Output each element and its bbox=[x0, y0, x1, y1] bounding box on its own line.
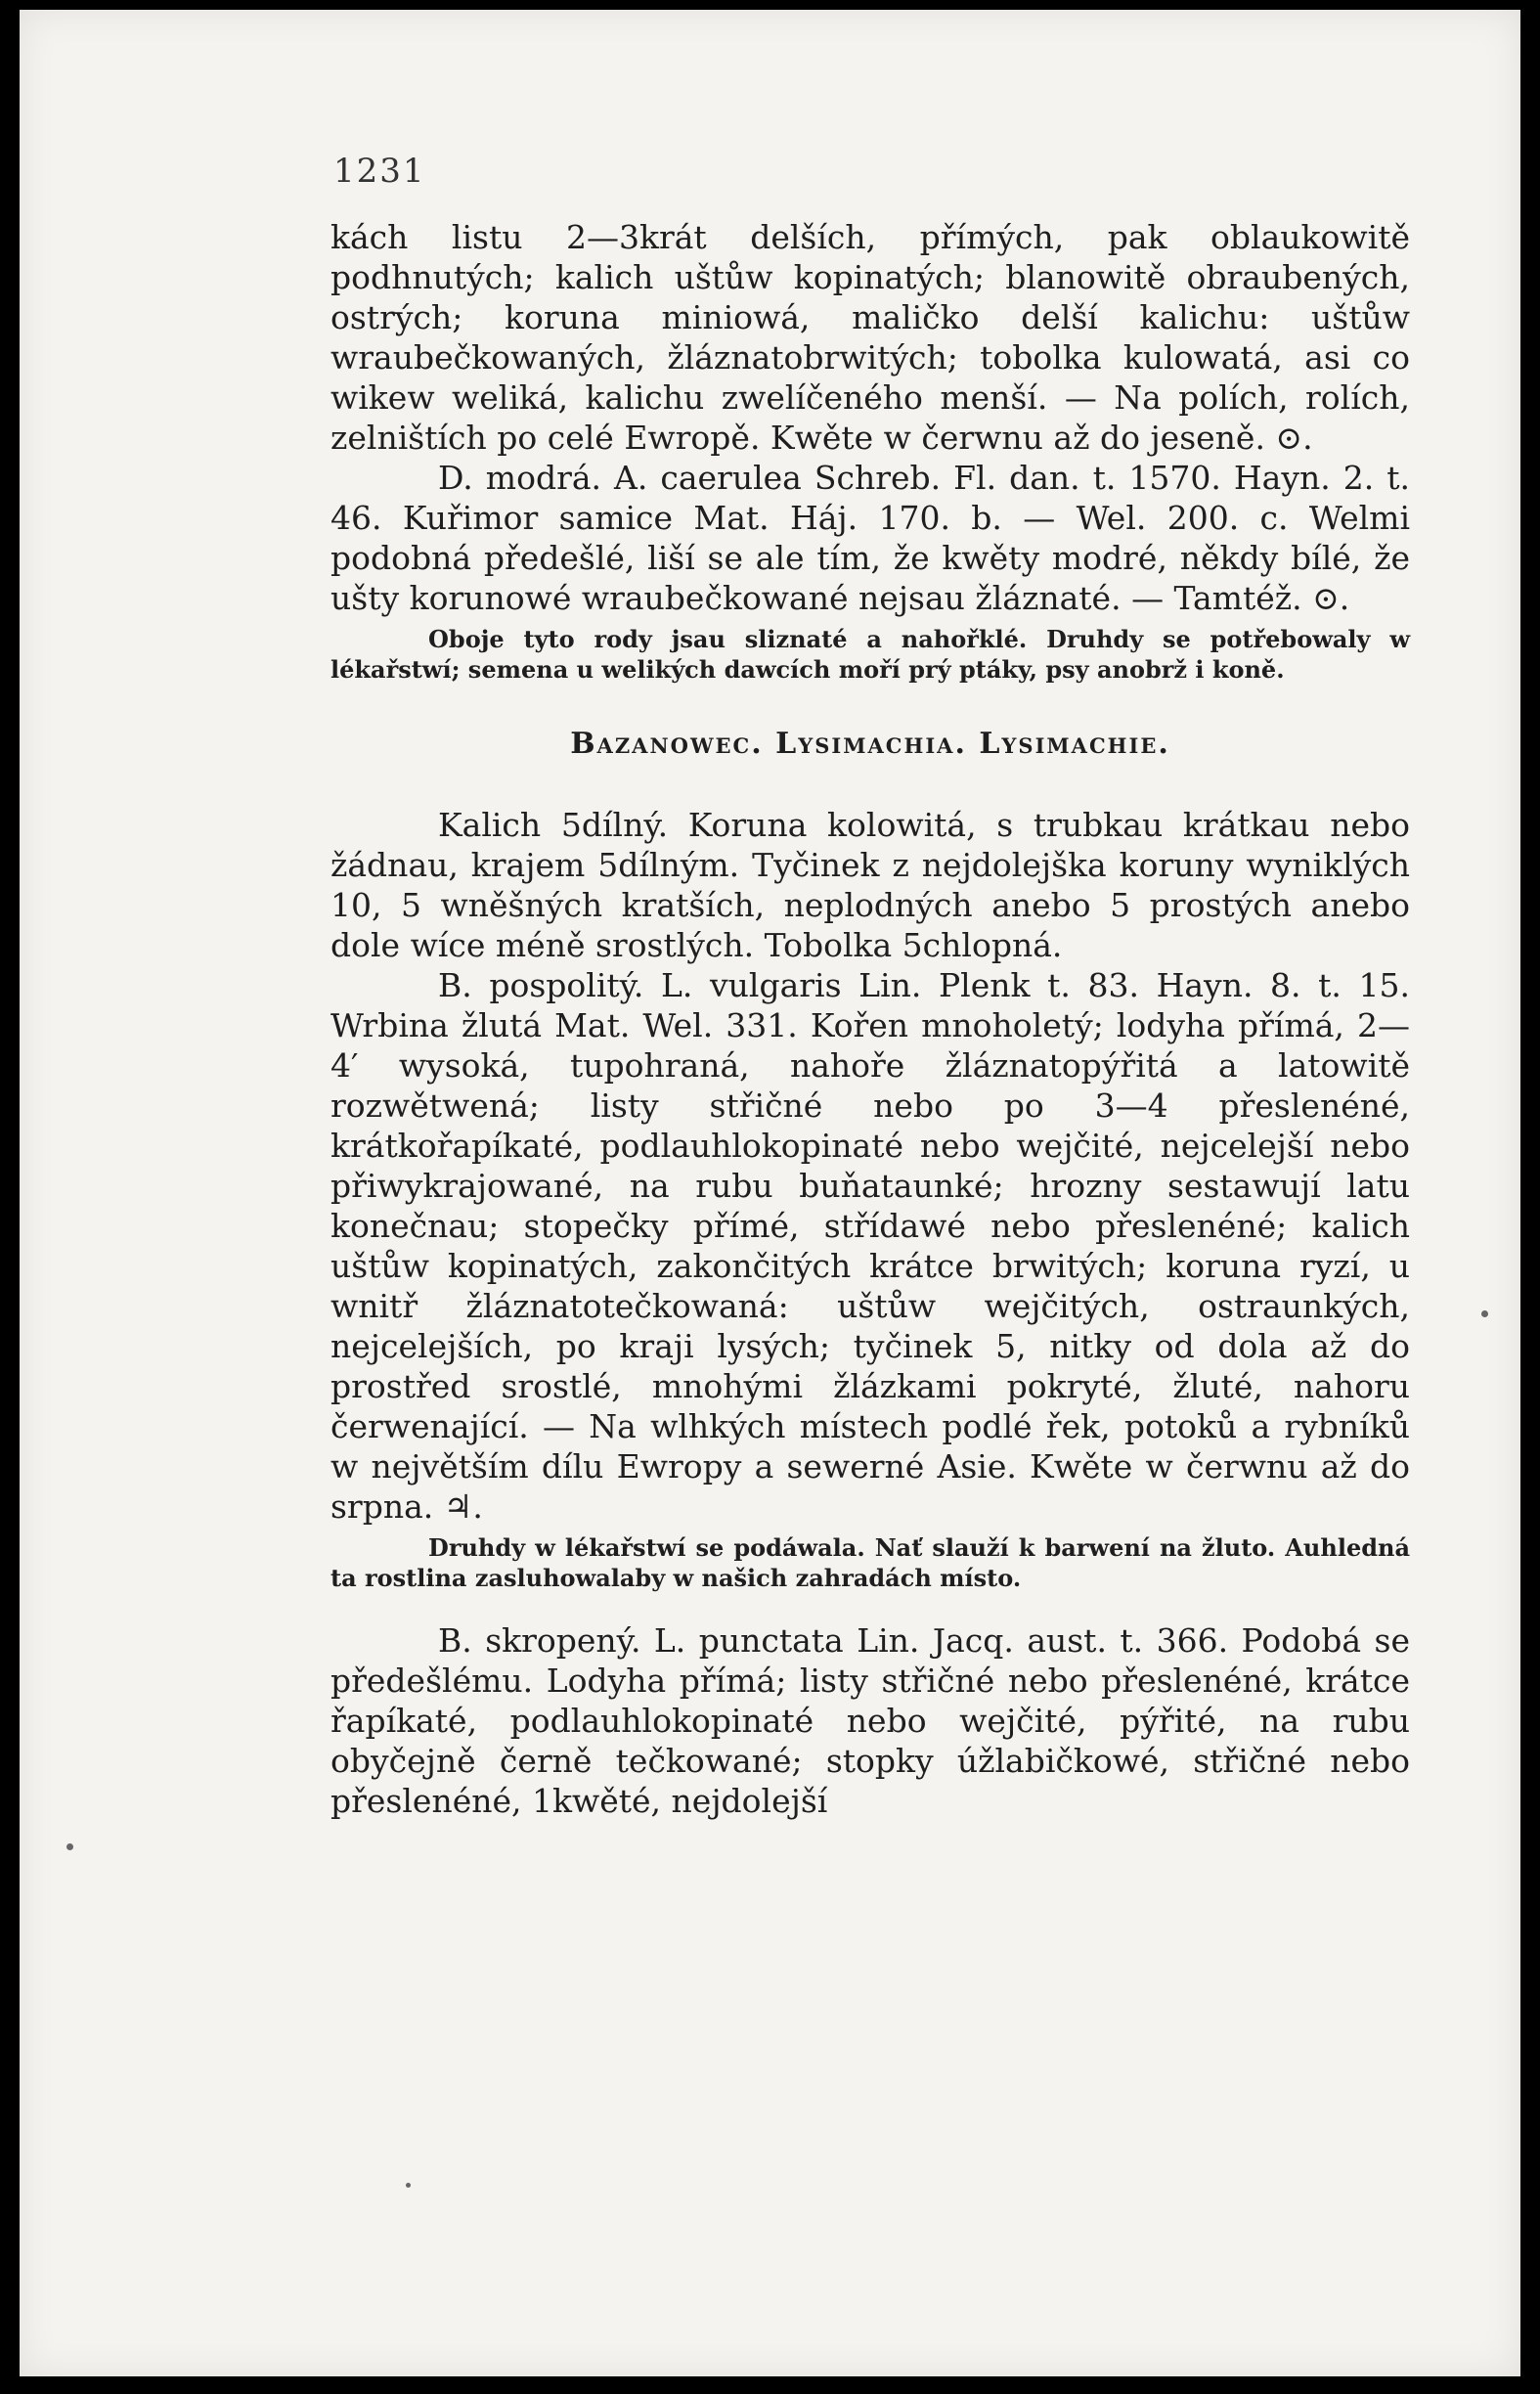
paragraph-genus-description: Kalich 5dílný. Koruna kolowitá, s trubkau krátkau nebo žádnau, krajem 5dílným. Tyčinek z nejdolejška koruny wyniklých 10, 5 wněšných kratších, neplodných anebo 5 prostých anebo dole wíce méně srostlých. Tobolka 5chlopná. bbox=[330, 806, 1410, 964]
margin-speck bbox=[66, 1843, 73, 1850]
paragraph-species-skropeny: B. skropený. L. punctata Lin. Jacq. aust. t. 366. Podobá se předešlému. Lodyha přímá; listy střičné nebo přeslenéné, krátce řapíkaté, podlauhlokopinaté nebo wejčité, pýřité, na rubu obyčejně černě tečkowané; stopky úžlabičkowé, střičné nebo přeslenéné, 1kwěté, nejdolejší bbox=[330, 1621, 1410, 1820]
margin-speck bbox=[406, 2183, 411, 2188]
note-usage: Oboje tyto rody jsau sliznaté a nahořklé. Druhdy se potřebowaly w lékařstwí; semena u welikých dawcích moří prý ptáky, psy anobrž i koně. bbox=[330, 625, 1410, 684]
page-text bbox=[330, 217, 1410, 1821]
page-number: 1231 bbox=[333, 152, 426, 191]
genus-heading: Bazanowec. Lysimachia. Lysimachie. bbox=[570, 727, 1170, 761]
paragraph-species-pospolity: B. pospolitý. L. vulgaris Lin. Plenk t. 83. Hayn. 8. t. 15. Wrbina žlutá Mat. Wel. 331. Kořen mnoholetý; lodyha přímá, 2—4′ wysoká, tupohraná, nahoře žláznatopýřitá a latowitě rozwětwená; listy střičné nebo po 3—4 přeslenéné, krátkořapíkaté, podlauhlokopinaté nebo wejčité, nejcelejší nebo přiwykrajowané, na rubu buňataunké; hrozny sestawují latu konečnau; stopečky přímé, střídawé nebo přeslenéné; kalich uštůw kopinatých, zakončitých krátce brwitých; koruna ryzí, u wnitř žláznatotečkowaná: uštůw wejčitých, ostraunkých, nejcelejších, po kraji lysých; tyčinek 5, nitky od dola až do prostřed srostlé, mnohými žlázkami pokryté, žluté, nahoru čerwenající. — Na wlhkých místech podlé řek, potoků a rybníků w největším dílu Ewropy a sewerné Asie. Kwěte w čerwnu až do srpna. ♃. bbox=[330, 966, 1410, 1526]
paragraph-species-modra: D. modrá. A. caerulea Schreb. Fl. dan. t. 1570. Hayn. 2. t. 46. Kuřimor samice Mat. Háj. 170. b. — Wel. 200. c. Welmi podobná předešlé, liší se ale tím, že kwěty modré, někdy bílé, že ušty korunowé wraubečkowané nejsau žláznaté. — Tamtéž. ⊙. bbox=[330, 459, 1410, 617]
margin-speck bbox=[1481, 1310, 1488, 1317]
note-pospolity: Druhdy w lékařstwí se podáwala. Nať slauží k barwení na žluto. Auhledná ta rostlina zasluhowalaby w našich zahradách místo. bbox=[330, 1533, 1410, 1592]
paragraph-continuation: kách listu 2—3krát delších, přímých, pak oblaukowitě podhnutých; kalich uštůw kopinatých; blanowitě obraubených, ostrých; koruna miniowá, maličko delší kalichu: uštůw wraubečkowaných, žláznatobrwitých; tobolka kulowatá, asi co wikew weliká, kalichu zwelíčeného menší. — Na polích, rolích, zelništích po celé Ewropě. Kwěte w čerwnu až do jeseně. ⊙. bbox=[330, 218, 1410, 457]
